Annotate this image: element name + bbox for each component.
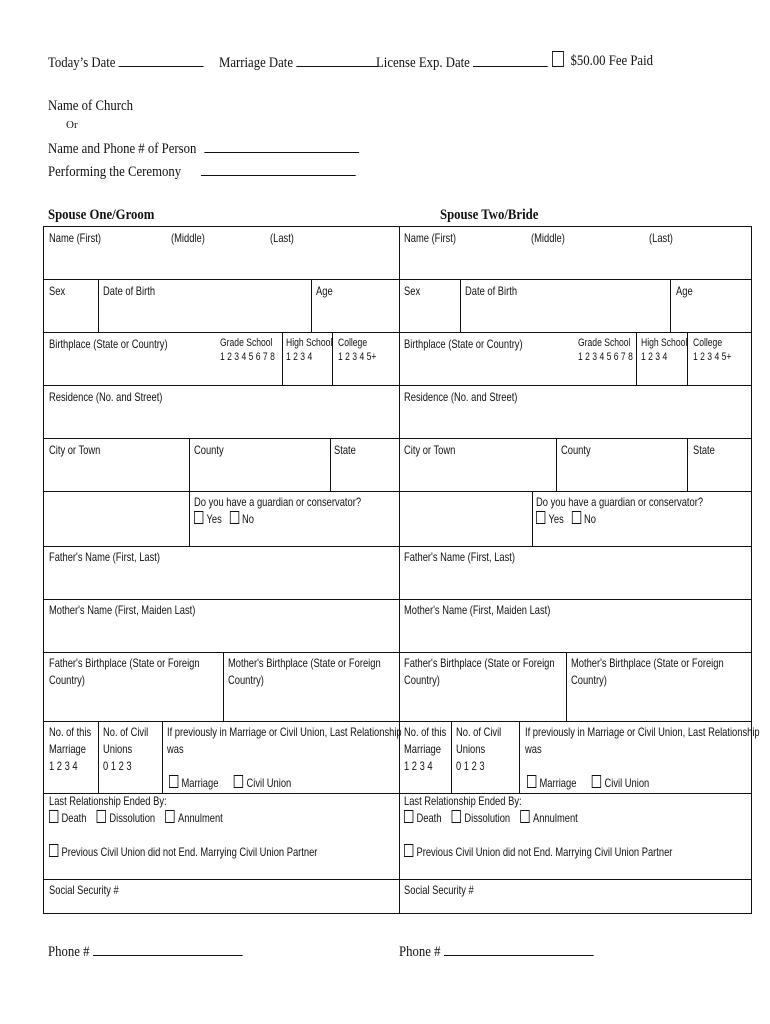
col-divider xyxy=(189,491,190,546)
performing-label: Performing the Ceremony xyxy=(48,164,182,180)
col-divider xyxy=(670,279,671,332)
row-divider xyxy=(44,385,751,386)
phone-one-label: Phone # xyxy=(48,944,90,960)
s2-guardian-no-label: No xyxy=(584,512,597,526)
s1-sex-label: Sex xyxy=(49,284,66,298)
s1-college-options[interactable]: 1 2 3 4 5+ xyxy=(338,351,377,363)
s2-guardian-yes-checkbox[interactable] xyxy=(536,511,545,524)
s2-name-first-label: Name (First) xyxy=(404,231,457,245)
s1-dissolution-label: Dissolution xyxy=(109,811,156,825)
col-divider xyxy=(162,721,163,793)
s1-name-middle-label: (Middle) xyxy=(171,231,205,245)
s1-prev-cu-option xyxy=(49,844,317,861)
s2-guardian-no-checkbox[interactable] xyxy=(572,511,581,524)
performing-field[interactable] xyxy=(48,161,356,181)
s2-death-checkbox[interactable] xyxy=(404,810,413,823)
s1-high-school-options[interactable]: 1 2 3 4 xyxy=(286,351,313,363)
license-exp-label: License Exp. Date xyxy=(376,55,470,71)
fee-paid-field[interactable] xyxy=(552,51,653,70)
col-divider xyxy=(330,438,331,491)
fee-paid-checkbox[interactable] xyxy=(552,51,564,67)
col-divider xyxy=(223,652,224,721)
col-divider xyxy=(189,438,190,491)
col-divider xyxy=(566,652,567,721)
application-table xyxy=(43,226,760,914)
officiant-name-label: Name and Phone # of Person xyxy=(48,141,197,157)
s2-dissolution-checkbox[interactable] xyxy=(452,810,461,823)
s2-residence-label: Residence (No. and Street) xyxy=(404,390,518,404)
s2-sex-label: Sex xyxy=(404,284,421,298)
s2-mother-name-label: Mother's Name (First, Maiden Last) xyxy=(404,603,551,617)
s1-guardian-yes-checkbox[interactable] xyxy=(194,511,203,524)
s2-high-school-label: High School xyxy=(641,337,688,349)
s2-dissolution-label: Dissolution xyxy=(464,811,511,825)
s2-age-label: Age xyxy=(676,284,693,298)
s1-county-label: County xyxy=(194,443,224,457)
s2-guardian-question: Do you have a guardian or conservator? xyxy=(536,495,704,509)
s1-civil-count-options[interactable]: 0 1 2 3 xyxy=(103,759,132,773)
s2-guardian-yes-label: Yes xyxy=(548,512,564,526)
s2-name-middle-label: (Middle) xyxy=(531,231,565,245)
row-divider xyxy=(44,332,751,333)
marriage-date-label: Marriage Date xyxy=(219,55,293,71)
s1-high-school-label: High School xyxy=(286,337,333,349)
s2-father-birthplace-label: Father's Birthplace (State or Foreign Country) xyxy=(404,656,555,687)
s1-state-label: State xyxy=(334,443,356,457)
s1-mother-name-label: Mother's Name (First, Maiden Last) xyxy=(49,603,196,617)
phone-one-blank[interactable] xyxy=(93,941,243,956)
s2-marriage-count-options[interactable]: 1 2 3 4 xyxy=(404,759,433,773)
s2-grade-school-label: Grade School xyxy=(578,337,631,349)
s2-father-name-label: Father's Name (First, Last) xyxy=(404,550,516,564)
s1-age-label: Age xyxy=(316,284,333,298)
row-divider xyxy=(44,491,751,492)
s2-annulment-checkbox[interactable] xyxy=(521,810,530,823)
row-divider xyxy=(44,879,751,880)
s2-high-school-options[interactable]: 1 2 3 4 xyxy=(641,351,668,363)
s1-civil-count-label-2: Unions xyxy=(103,742,133,756)
s1-grade-school-label: Grade School xyxy=(220,337,273,349)
s2-death-label: Death xyxy=(416,811,442,825)
s2-prev-cu-label: Previous Civil Union did not End. Marrying Civil Union Partner xyxy=(416,845,673,859)
todays-date-label: Today’s Date xyxy=(48,55,116,71)
col-divider xyxy=(532,491,533,546)
s2-ended-options xyxy=(404,810,578,827)
col-divider xyxy=(451,721,452,793)
s1-guardian-yes-label: Yes xyxy=(206,512,222,526)
s2-prev-cu-option xyxy=(404,844,672,861)
performing-blank[interactable] xyxy=(201,161,356,176)
s2-grade-school-options[interactable]: 1 2 3 4 5 6 7 8 xyxy=(578,351,633,363)
s1-father-birthplace-label: Father's Birthplace (State or Foreign Country) xyxy=(49,656,200,687)
s1-prev-relationship-label-1: If previously in Marriage or Civil Union, Last Relationship xyxy=(167,725,402,739)
marriage-date-blank[interactable] xyxy=(296,52,378,67)
s2-civil-union-label: Civil Union xyxy=(604,776,650,790)
s1-civil-union-label: Civil Union xyxy=(246,776,292,790)
s1-death-checkbox[interactable] xyxy=(49,810,58,823)
spouse-two-title: Spouse Two/Bride xyxy=(440,207,539,223)
s2-prev-relationship-label-2: was xyxy=(525,742,542,756)
s1-civil-count-label-1: No. of Civil xyxy=(103,725,149,739)
s1-marriage-count-label-2: Marriage xyxy=(49,742,86,756)
s1-prev-type-options xyxy=(169,775,291,792)
s2-county-label: County xyxy=(561,443,591,457)
s2-marriage-checkbox[interactable] xyxy=(527,775,536,788)
s2-civil-count-options[interactable]: 0 1 2 3 xyxy=(456,759,485,773)
col-divider xyxy=(98,279,99,332)
row-divider xyxy=(44,599,751,600)
s1-college-label: College xyxy=(338,337,368,349)
col-divider xyxy=(460,279,461,332)
spouse-one-title: Spouse One/Groom xyxy=(48,207,155,223)
s1-name-last-label: (Last) xyxy=(270,231,294,245)
phone-two-label: Phone # xyxy=(399,944,441,960)
s2-guardian-options xyxy=(536,511,596,528)
col-divider xyxy=(636,332,637,385)
col-divider xyxy=(98,721,99,793)
s2-state-label: State xyxy=(693,443,715,457)
s1-death-label: Death xyxy=(61,811,87,825)
s2-ssn-label: Social Security # xyxy=(404,883,474,897)
name-of-church-label: Name of Church xyxy=(48,98,133,114)
officiant-name-blank[interactable] xyxy=(205,138,360,153)
s2-marriage-label: Marriage xyxy=(539,776,577,790)
s1-marriage-label: Marriage xyxy=(181,776,219,790)
s1-birthplace-label: Birthplace (State or Country) xyxy=(49,337,168,351)
s1-ended-options xyxy=(49,810,223,827)
row-divider xyxy=(44,652,751,653)
s2-marriage-count-label-2: Marriage xyxy=(404,742,441,756)
s1-annulment-checkbox[interactable] xyxy=(166,810,175,823)
s1-guardian-no-checkbox[interactable] xyxy=(230,511,239,524)
s1-father-name-label: Father's Name (First, Last) xyxy=(49,550,161,564)
s1-prev-relationship-label-2: was xyxy=(167,742,184,756)
fee-paid-label: $50.00 Fee Paid xyxy=(570,53,654,69)
s1-civil-union-checkbox[interactable] xyxy=(234,775,243,788)
s2-last-ended-label: Last Relationship Ended By: xyxy=(404,794,522,808)
s2-name-last-label: (Last) xyxy=(649,231,673,245)
s1-marriage-count-label-1: No. of this xyxy=(49,725,92,739)
col-divider xyxy=(687,438,688,491)
s1-ssn-label: Social Security # xyxy=(49,883,119,897)
s2-prev-relationship-label-1: If previously in Marriage or Civil Union, Last Relationship xyxy=(525,725,760,739)
row-divider xyxy=(44,438,751,439)
center-divider xyxy=(399,227,400,913)
license-exp-field[interactable] xyxy=(376,52,548,72)
s2-marriage-count-label-1: No. of this xyxy=(404,725,447,739)
s2-civil-count-label-2: Unions xyxy=(456,742,486,756)
s1-dob-label: Date of Birth xyxy=(103,284,156,298)
officiant-name-field[interactable] xyxy=(48,138,359,158)
s2-mother-birthplace-label: Mother's Birthplace (State or Foreign Country) xyxy=(571,656,724,687)
s2-city-label: City or Town xyxy=(404,443,456,457)
s2-college-label: College xyxy=(693,337,723,349)
s1-marriage-count-options[interactable]: 1 2 3 4 xyxy=(49,759,78,773)
s2-prev-type-options xyxy=(527,775,649,792)
todays-date-field[interactable] xyxy=(48,52,204,72)
s1-last-ended-label: Last Relationship Ended By: xyxy=(49,794,167,808)
s1-name-first-label: Name (First) xyxy=(49,231,102,245)
s1-dissolution-checkbox[interactable] xyxy=(97,810,106,823)
s1-prev-cu-label: Previous Civil Union did not End. Marrying Civil Union Partner xyxy=(61,845,318,859)
s1-prev-cu-checkbox[interactable] xyxy=(49,844,58,857)
col-divider xyxy=(282,332,283,385)
col-divider xyxy=(311,279,312,332)
row-divider xyxy=(44,279,751,280)
license-exp-blank[interactable] xyxy=(473,52,548,67)
col-divider xyxy=(519,721,520,793)
s2-civil-union-checkbox[interactable] xyxy=(592,775,601,788)
marriage-date-field[interactable] xyxy=(219,52,378,72)
or-label: Or xyxy=(66,119,78,131)
s1-guardian-options xyxy=(194,511,254,528)
s1-city-label: City or Town xyxy=(49,443,101,457)
s2-prev-cu-checkbox[interactable] xyxy=(404,844,413,857)
phone-one-field[interactable] xyxy=(48,941,242,961)
s2-annulment-label: Annulment xyxy=(533,811,578,825)
phone-two-field[interactable] xyxy=(399,941,593,961)
s1-mother-birthplace-label: Mother's Birthplace (State or Foreign Country) xyxy=(228,656,381,687)
s2-dob-label: Date of Birth xyxy=(465,284,518,298)
row-divider xyxy=(44,546,751,547)
s2-birthplace-label: Birthplace (State or Country) xyxy=(404,337,523,351)
s1-guardian-no-label: No xyxy=(242,512,255,526)
todays-date-blank[interactable] xyxy=(119,52,204,67)
col-divider xyxy=(556,438,557,491)
s1-grade-school-options[interactable]: 1 2 3 4 5 6 7 8 xyxy=(220,351,275,363)
s1-guardian-question: Do you have a guardian or conservator? xyxy=(194,495,362,509)
s1-annulment-label: Annulment xyxy=(178,811,223,825)
s2-civil-count-label-1: No. of Civil xyxy=(456,725,502,739)
row-divider xyxy=(44,721,751,722)
phone-two-blank[interactable] xyxy=(444,941,594,956)
s1-residence-label: Residence (No. and Street) xyxy=(49,390,163,404)
s1-marriage-checkbox[interactable] xyxy=(169,775,178,788)
s2-college-options[interactable]: 1 2 3 4 5+ xyxy=(693,351,732,363)
